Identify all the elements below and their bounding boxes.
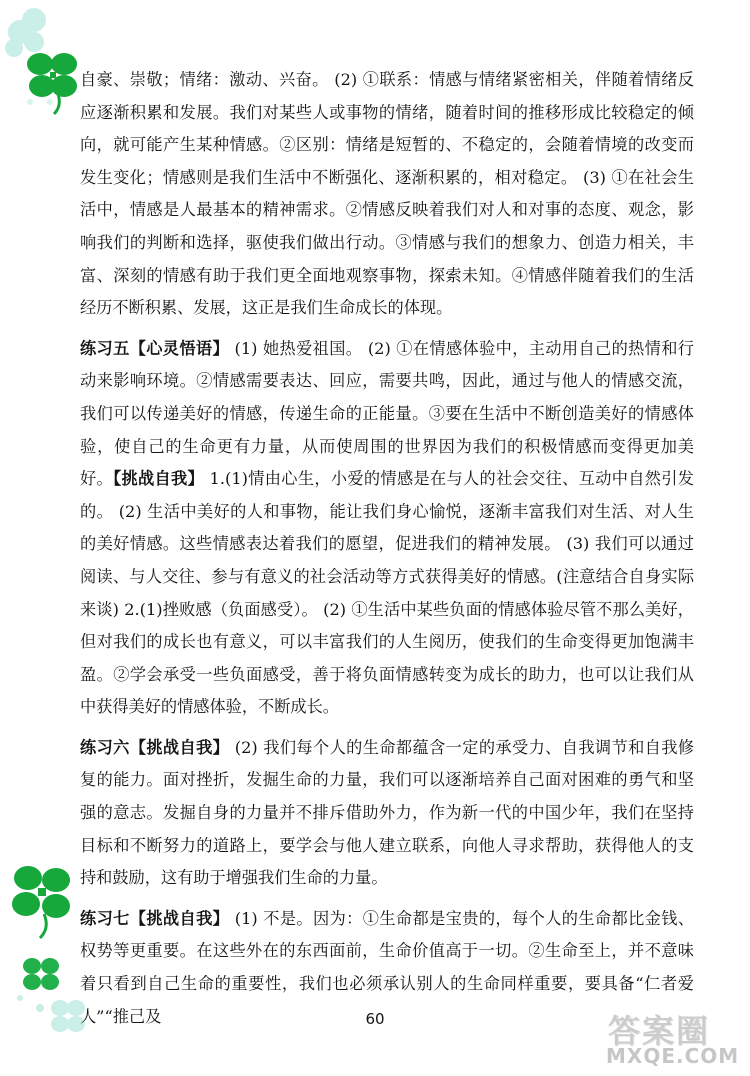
watermark-logo — [604, 1006, 742, 1070]
watermark-line1: 答案圈 — [608, 1012, 711, 1050]
answer-paragraph — [80, 333, 694, 724]
watermark-line2: MXQE.COM — [606, 1044, 740, 1068]
paragraph-text: (1) 她热爱祖国。 (2) ①在情感体验中，主动用自己的热情和行动来影响环境。②情感需要表达、回应，需要共鸣，因此，通过与他人的情感交流，我们可以传递美好的情感，传递生命的正能量。③要在生活中不断创造美好的情感体验，使自己的生命更有力量，从而使周围的世界因为我们的积极情感而变得更加美好。 — [80, 338, 694, 489]
exercise-label: 练习五【心灵悟语】 — [80, 338, 230, 358]
exercise-label: 练习六【挑战自我】 — [80, 737, 230, 757]
answer-paragraph — [80, 732, 694, 895]
paragraph-text: (2) 我们每个人的生命都蕴含一定的承受力、自我调节和自我修复的能力。面对挫折，发掘生命的力量，我们可以逐渐培养自己面对困难的勇气和坚强的意志。发掘自身的力量并不排斥借助外力，作为新一代的中国少年，我们在坚持目标和不断努力的道路上，要学会与他人建立联系，向他人寻求帮助，获得他人的支持和鼓励，这有助于增强我们生命的力量。 — [80, 737, 695, 888]
paragraph-text: 自豪、崇敬；情绪：激动、兴奋。 (2) ①联系：情感与情绪紧密相关，伴随着情绪反应逐渐积累和发展。我们对某些人或事物的情绪，随着时间的推移形成比较稳定的倾向，就可能产生某种情感。②区别：情绪是短暂的、不稳定的，会随着情境的改变而发生变化；情感则是我们生活中不断强化、逐渐积累的，相对稳定。 (3) ①在社会生活中，情感是人最基本的精神需求。②情感反映着我们对人和对事的态度、观念，影响我们的判断和选择，驱使我们做出行动。③情感与我们的想象力、创造力相关，丰富、深刻的情感有助于我们更全面地观察事物，探索未知。④情感伴随着我们的生活经历不断积累、发展，这正是我们生命成长的体现。 — [80, 70, 694, 318]
answer-paragraph — [80, 64, 694, 325]
exercise-label: 【挑战自我】 — [113, 469, 205, 489]
paragraph-text: (1) 不是。因为：①生命都是宝贵的，每个人的生命都比金钱、权势等更重要。在这些外在的东西面前，生命价值高于一切。②生命至上，并不意味着只看到自己生命的重要性，我们也必须承认别人的生命同样重要，要具备“仁者爱人”“推己及 — [80, 908, 695, 1026]
page-number: 60 — [365, 1010, 385, 1028]
clover-top-left-icon — [0, 6, 92, 116]
exercise-label: 练习七【挑战自我】 — [80, 908, 230, 928]
paragraph-text: 1.(1)情由心生，小爱的情感是在与人的社会交往、互动中自然引发的。 (2) 生活中美好的人和事物，能让我们身心愉悦，逐渐丰富我们对生活、对人生的美好情感。这些情感表达着我们的愿望，促进我们的精神发展。 (3) 我们可以通过阅读、与人交往、参与有意义的社会活动等方式获得美好的情感。(注意结合自身实际来谈) 2.(1)挫败感（负面感受）。 (2) ①生活中某些负面的情感体验尽管不那么美好，但对我们的成长也有意义，可以丰富我们的人生阅历，使我们的生命变得更加饱满丰盈。②学会承受一些负面感受，善于将负面情感转变为成长的助力，也可以让我们从中获得美好的情感体验，不断成长。 — [80, 469, 694, 717]
answer-text-body — [80, 64, 694, 1033]
